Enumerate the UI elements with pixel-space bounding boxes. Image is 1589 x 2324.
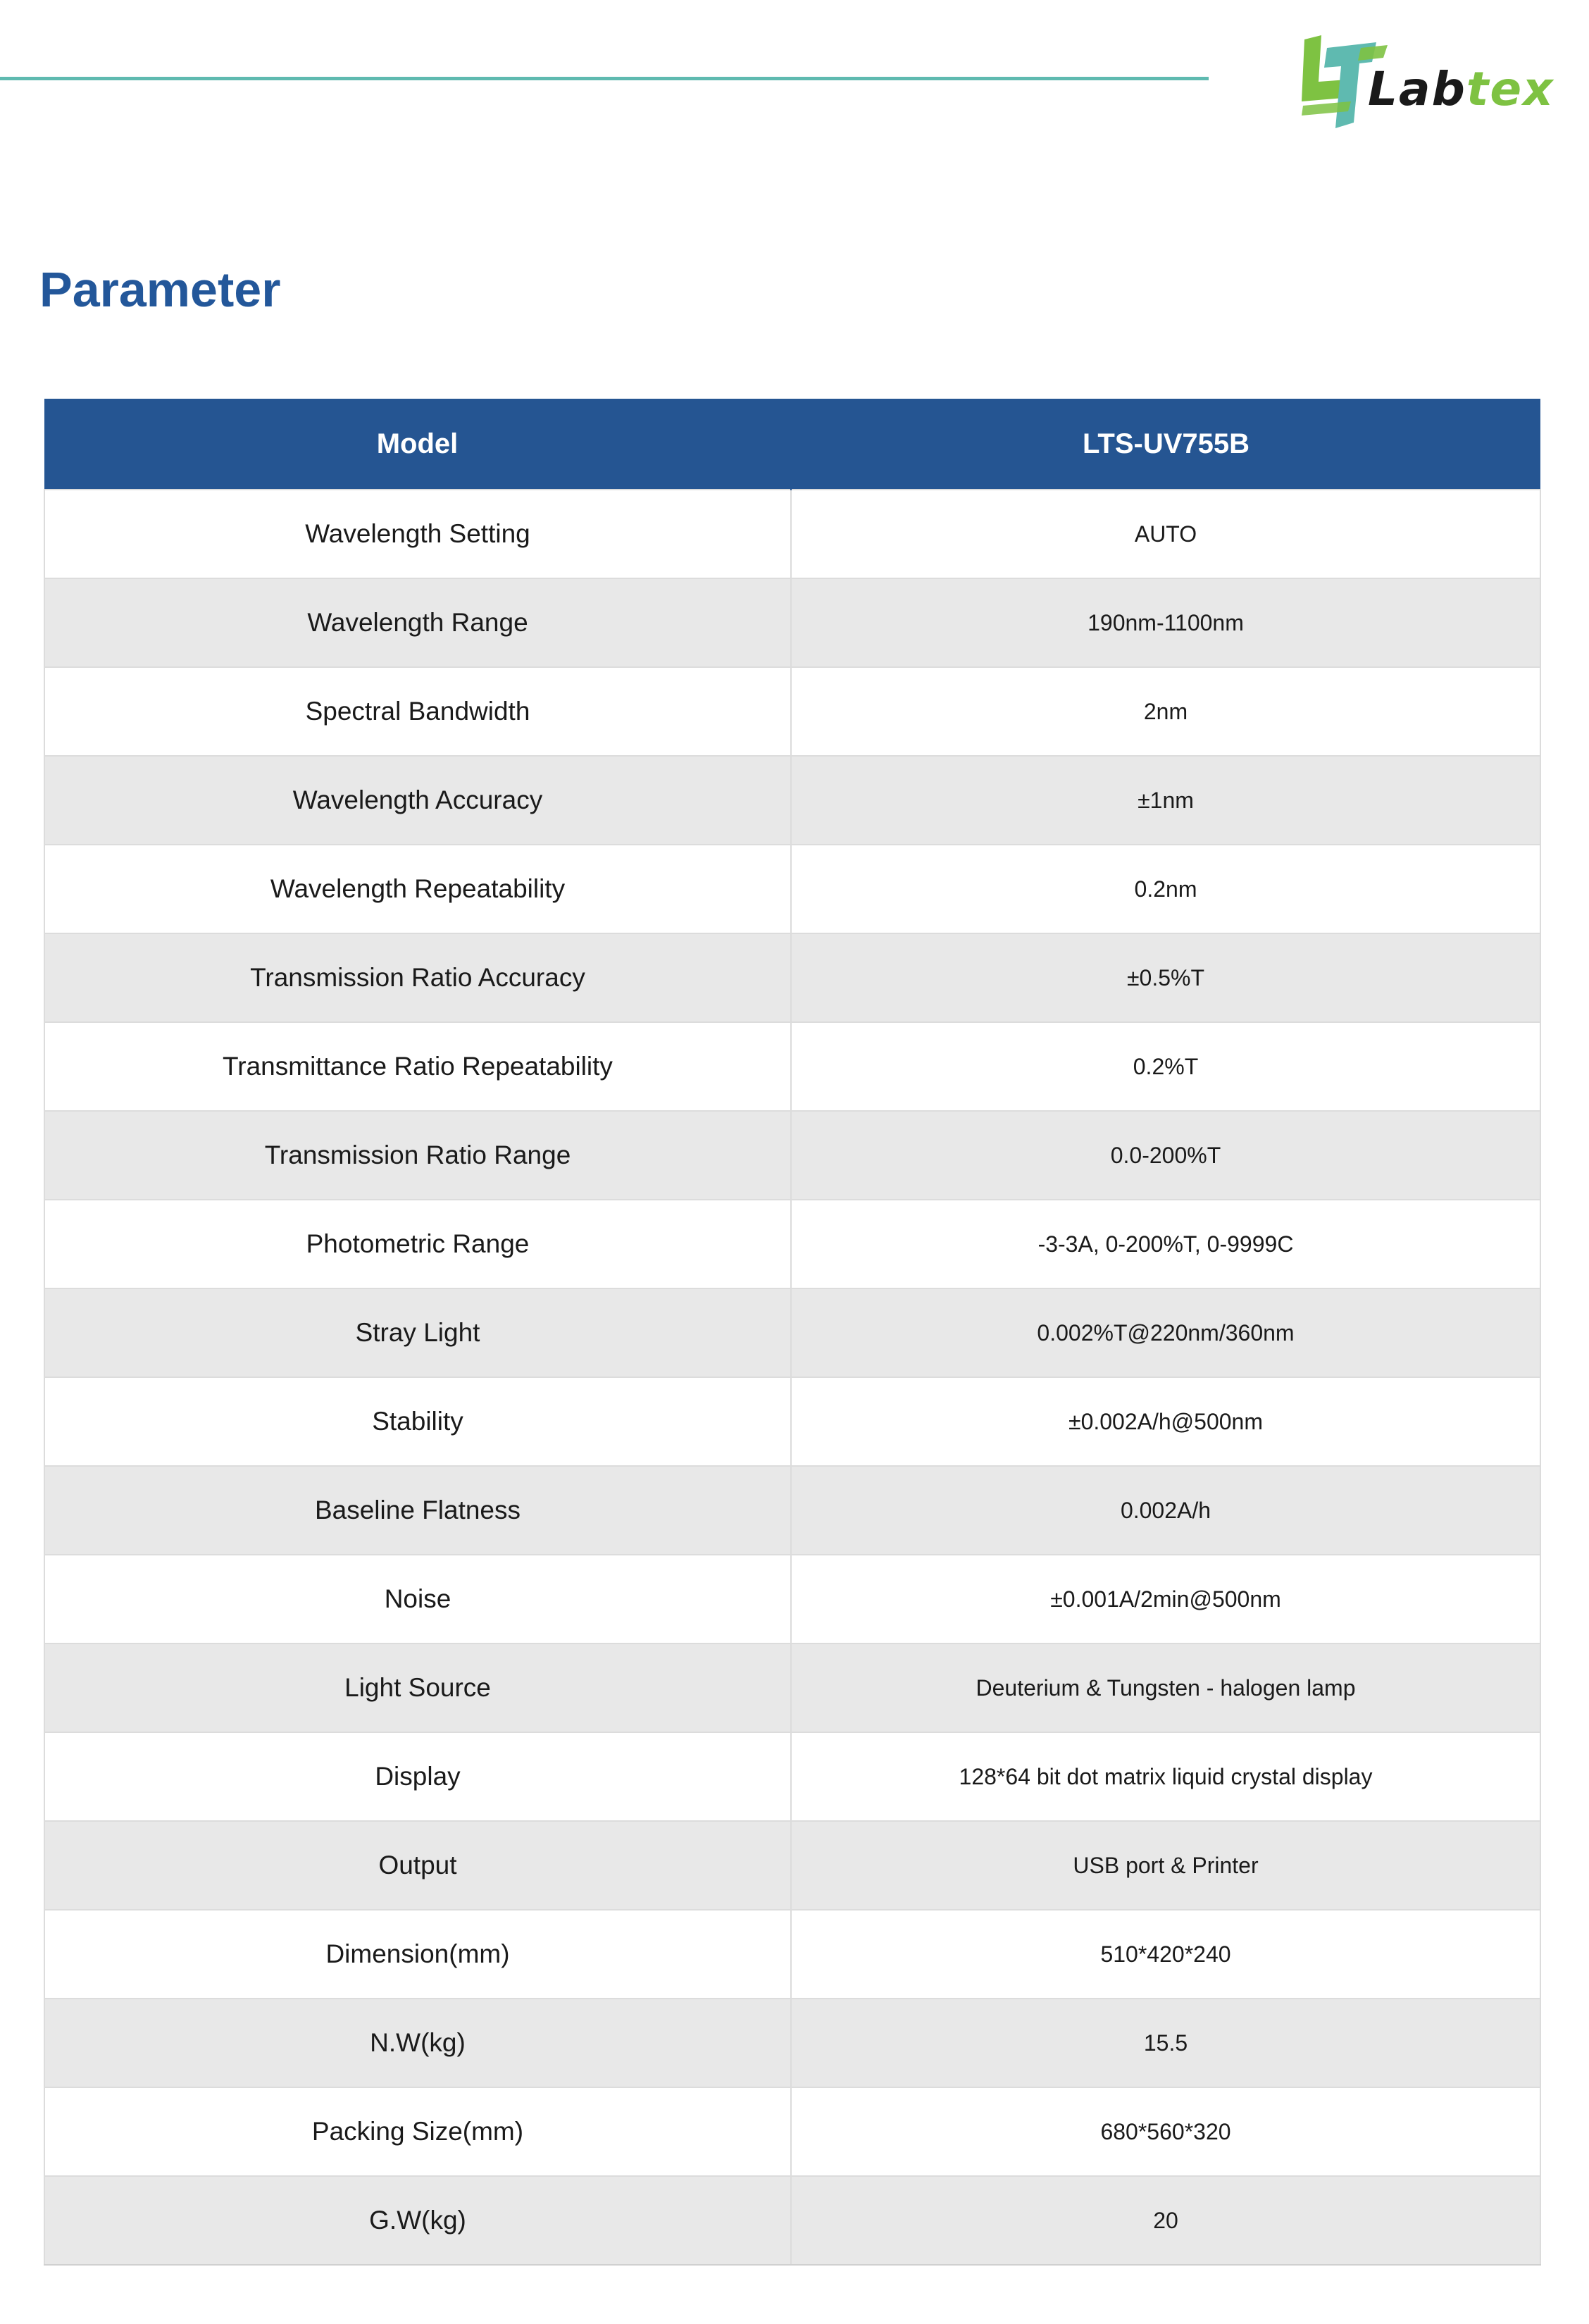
- parameter-label: Packing Size(mm): [44, 2087, 791, 2176]
- parameter-label: Transmittance Ratio Repeatability: [44, 1022, 791, 1111]
- header-divider-line: [0, 77, 1209, 80]
- parameter-label: Light Source: [44, 1643, 791, 1732]
- parameter-value: ±0.002A/h@500nm: [791, 1377, 1540, 1466]
- parameter-label: Output: [44, 1821, 791, 1910]
- parameter-label: G.W(kg): [44, 2176, 791, 2265]
- brand-wordmark-tex: tex: [1466, 62, 1554, 116]
- parameter-value: 0.2%T: [791, 1022, 1540, 1111]
- header-model-value: LTS-UV755B: [791, 399, 1540, 490]
- parameter-label: N.W(kg): [44, 1999, 791, 2087]
- table-row: [44, 2087, 1540, 2176]
- parameter-value: 510*420*240: [791, 1910, 1540, 1999]
- table-body: [44, 490, 1540, 2265]
- parameter-value: 0.0-200%T: [791, 1111, 1540, 1200]
- brand-wordmark-lab: Lab: [1368, 62, 1466, 116]
- parameter-value: 190nm-1100nm: [791, 578, 1540, 667]
- parameter-label: Noise: [44, 1555, 791, 1643]
- parameter-label: Transmission Ratio Range: [44, 1111, 791, 1200]
- parameter-value: 0.2nm: [791, 845, 1540, 933]
- parameter-label: Stray Light: [44, 1288, 791, 1377]
- parameter-value: Deuterium & Tungsten - halogen lamp: [791, 1643, 1540, 1732]
- parameter-label: Dimension(mm): [44, 1910, 791, 1999]
- parameter-label: Stability: [44, 1377, 791, 1466]
- table-row: [44, 2176, 1540, 2265]
- parameter-value: 20: [791, 2176, 1540, 2265]
- table-header-row: [44, 399, 1540, 490]
- parameter-value: USB port & Printer: [791, 1821, 1540, 1910]
- parameter-label: Transmission Ratio Accuracy: [44, 933, 791, 1022]
- parameter-table: [44, 399, 1541, 2266]
- table-row: [44, 1022, 1540, 1111]
- table-row: [44, 845, 1540, 933]
- table-row: [44, 756, 1540, 845]
- parameter-value: ±0.001A/2min@500nm: [791, 1555, 1540, 1643]
- parameter-value: 0.002%T@220nm/360nm: [791, 1288, 1540, 1377]
- table-row: [44, 1643, 1540, 1732]
- parameter-value: ±1nm: [791, 756, 1540, 845]
- page-title: Parameter: [39, 262, 281, 317]
- table-row: [44, 1910, 1540, 1999]
- parameter-value: 0.002A/h: [791, 1466, 1540, 1555]
- parameter-label: Display: [44, 1732, 791, 1821]
- parameter-value: 2nm: [791, 667, 1540, 756]
- parameter-label: Wavelength Repeatability: [44, 845, 791, 933]
- brand-logo: [1289, 32, 1554, 131]
- table-row: [44, 1377, 1540, 1466]
- parameter-label: Wavelength Accuracy: [44, 756, 791, 845]
- table-row: [44, 1555, 1540, 1643]
- table-row: [44, 578, 1540, 667]
- parameter-value: 680*560*320: [791, 2087, 1540, 2176]
- parameter-value: -3-3A, 0-200%T, 0-9999C: [791, 1200, 1540, 1288]
- table-row: [44, 1200, 1540, 1288]
- parameter-value: ±0.5%T: [791, 933, 1540, 1022]
- table-row: [44, 1466, 1540, 1555]
- parameter-value: 128*64 bit dot matrix liquid crystal display: [791, 1732, 1540, 1821]
- parameter-label: Baseline Flatness: [44, 1466, 791, 1555]
- table-row: [44, 1999, 1540, 2087]
- parameter-value: 15.5: [791, 1999, 1540, 2087]
- parameter-label: Photometric Range: [44, 1200, 791, 1288]
- table-row: [44, 1732, 1540, 1821]
- table-row: [44, 933, 1540, 1022]
- parameter-label: Wavelength Setting: [44, 490, 791, 578]
- table-row: [44, 667, 1540, 756]
- header-model-label: Model: [44, 399, 791, 490]
- brand-wordmark: [1368, 62, 1554, 116]
- table-row: [44, 1288, 1540, 1377]
- parameter-value: AUTO: [791, 490, 1540, 578]
- parameter-label: Spectral Bandwidth: [44, 667, 791, 756]
- table-row: [44, 1111, 1540, 1200]
- parameter-label: Wavelength Range: [44, 578, 791, 667]
- table-row: [44, 490, 1540, 578]
- table-row: [44, 1821, 1540, 1910]
